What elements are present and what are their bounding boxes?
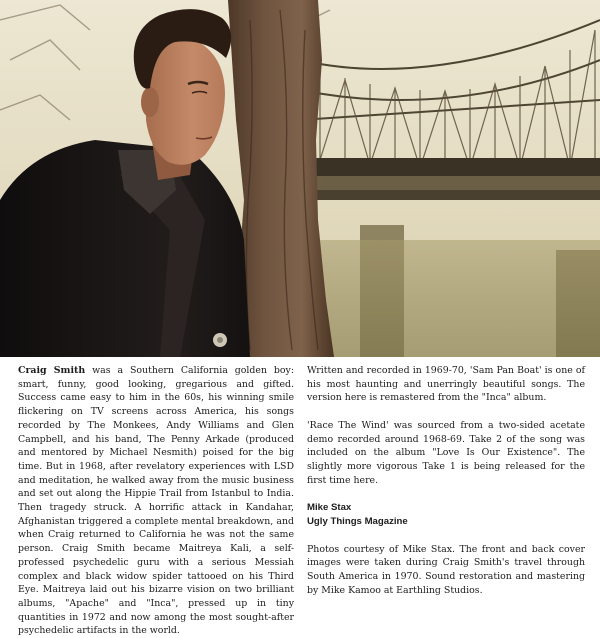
- notes-column: [307, 364, 585, 598]
- artist-name: Craig Smith: [18, 365, 86, 376]
- bio-paragraph: [18, 364, 294, 638]
- signature: [307, 501, 585, 529]
- credits-paragraph: Photos courtesy of Mike Stax. The front and back cover images were taken during Craig Smith's travel through South America in 1970. Sound restoration and mastering by Mike Kamoo at Earthling Studios.: [307, 543, 585, 596]
- signature-author: Mike Stax: [307, 502, 352, 513]
- bio-text: was a Southern California golden boy: smart, funny, good looking, gregarious and gifted. Success came easy to him in the 60s, his winning smile flickering on TV screens across America, his songs recorded by The Monkees, Andy Williams and Glen Campbell, and his band, The Penny Arkade (produced and mentored by Michael Nesmith) poised for the big time. But in 1968, after revelatory experiences with LSD and meditation, he walked away from the music business and set out along the Hippie Trail from Istanbul to India. Then tragedy struck. A horrific attack in Kandahar, Afghanistan triggered a complete mental breakdown, and when Craig returned to California he was not the same person. Craig Smith became Maitreya Kali, a self-professed psychedelic guru with a serious Messiah complex and black widow spider tattooed on his Third Eye. Maitreya laid out his bizarre vision on two brilliant albums, "Apache" and "Inca", pressed up in tiny quantities in 1972 and now among the most sought-after psychedelic artifacts in the world.: [18, 365, 294, 637]
- bio-column: [18, 364, 294, 638]
- notes-paragraph-sam-pan-boat: Written and recorded in 1969-70, 'Sam Pan Boat' is one of his most haunting and unerringly beautiful songs. The version here is remastered from the "Inca" album.: [307, 365, 585, 404]
- signature-publication: Ugly Things Magazine: [307, 516, 408, 527]
- notes-paragraph-race-the-wind: 'Race The Wind' was sourced from a two-sided acetate demo recorded around 1968-69. Take 2 of the song was included on the album "Love Is Our Existence". The slightly more vigorous Take 1 is being released for the first time here.: [307, 419, 585, 486]
